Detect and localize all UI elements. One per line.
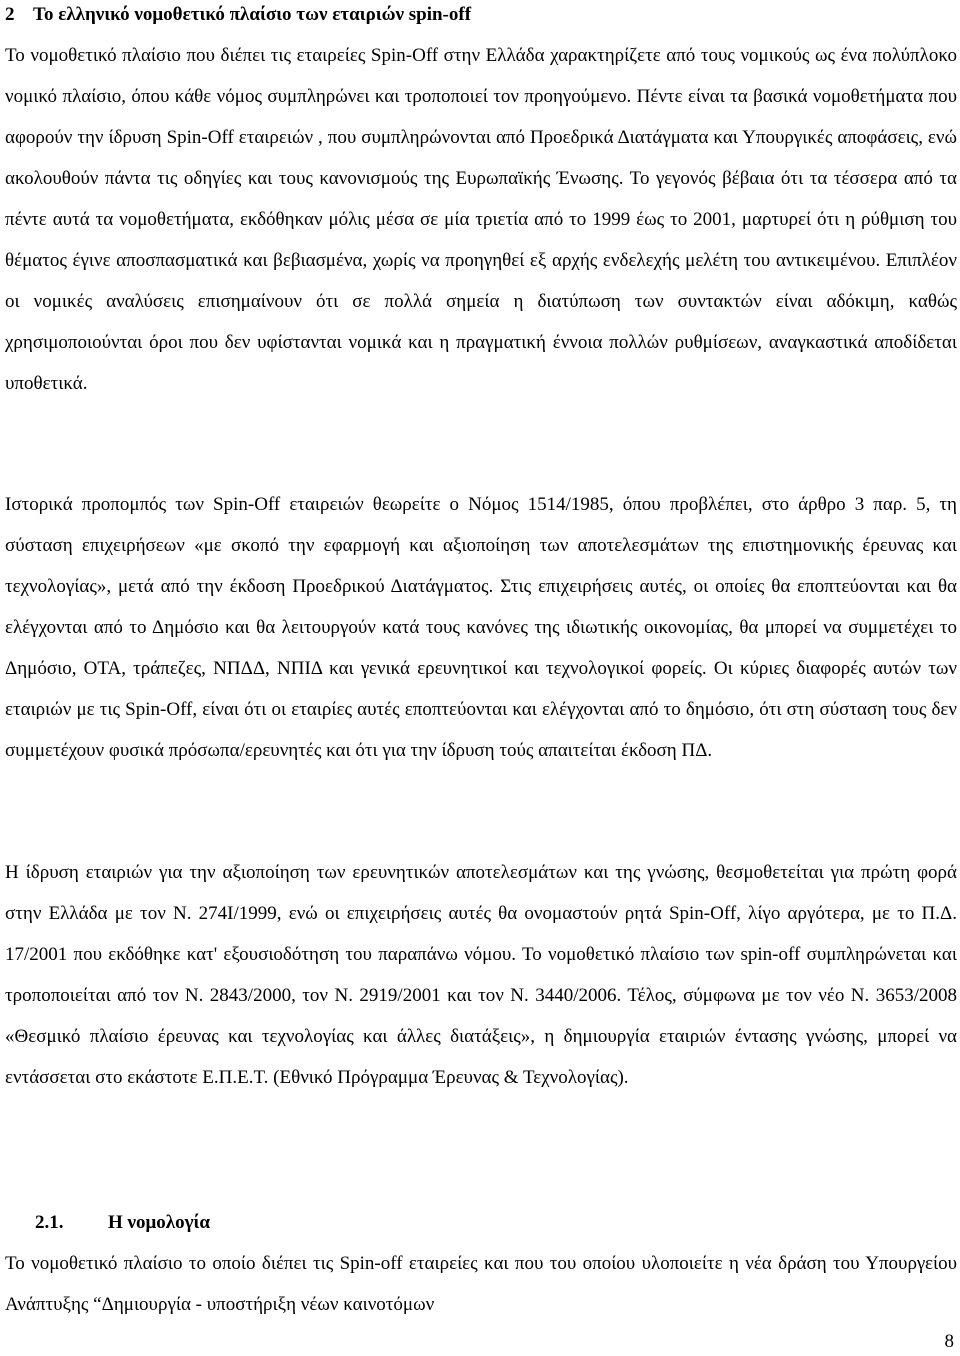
section-title: Το ελληνικό νομοθετικό πλαίσιο των εταιριών spin-off bbox=[33, 4, 472, 25]
paragraph-1: Το νομοθετικό πλαίσιο που διέπει τις εταιρείες Spin-Off στην Ελλάδα χαρακτηρίζετε από τους νομικούς ως ένα πολύπλοκο νομικό πλαίσιο, όπου κάθε νόμος συμπληρώνει και τροποποιεί τον προηγούμενο. Πέντε είναι τα βασικά νομοθετήματα που αφορούν την ίδρυση Spin-Off εταιρειών , που συμπληρώνονται από Προεδρικά Διατάγματα και Υπουργικές αποφάσεις, ενώ ακολουθούν πάντα τις οδηγίες και τους κανονισμούς της Ευρωπαϊκής Ένωσης. Το γεγονός βέβαια ότι τα τέσσερα από τα πέντε αυτά τα νομοθετήματα, εκδόθηκαν μόλις μέσα σε μία τριετία από το 1999 έως το 2001, μαρτυρεί ότι η ρύθμιση του θέματος έγινε αποσπασματικά και βεβιασμένα, χωρίς να προηγηθεί εξ αρχής ενδελεχής μελέτη του αντικειμένου. Επιπλέον οι νομικές αναλύσεις επισημαίνουν ότι σε πολλά σημεία η διατύπωση των συντακτών είναι αδόκιμη, καθώς χρησιμοποιούνται όροι που δεν υφίστανται νομικά και η πραγματική έννοια πολλών ρυθμίσεων, αναγκαστικά αποδίδεται υποθετικά. bbox=[5, 45, 957, 394]
paragraph-4: Το νομοθετικό πλαίσιο το οποίο διέπει τις Spin-off εταιρείες και που του οποίου υλοποιείτε η νέα δράση του Υπουργείου Ανάπτυξης “Δημιουργία - υποστήριξη νέων καινοτόμων bbox=[5, 1253, 957, 1315]
paragraph-2: Ιστορικά προπομπός των Spin-Off εταιρειών θεωρείτε ο Νόμος 1514/1985, όπου προβλέπει, στο άρθρο 3 παρ. 5, τη σύσταση επιχειρήσεων «με σκοπό την εφαρμογή και αξιοποίηση των αποτελεσμάτων της επιστημονικής έρευνας και τεχνολογίας», μετά από την έκδοση Προεδρικού Διατάγματος. Στις επιχειρήσεις αυτές, οι οποίες θα εποπτεύονται και θα ελέγχονται από το Δημόσιο και θα λειτουργούν κατά τους κανόνες της ιδιωτικής οικονομίας, θα μπορεί να συμμετέχει το Δημόσιο, ΟΤΑ, τράπεζες, ΝΠΔΔ, ΝΠΙΔ και γενικά ερευνητικοί και τεχνολογικοί φορείς. Οι κύριες διαφορές αυτών των εταιριών με τις Spin-Off, είναι ότι οι εταιρίες αυτές εποπτεύονται και ελέγχονται από το δημόσιο, ότι στη σύσταση τους δεν συμμετέχουν φυσικά πρόσωπα/ερευνητές και ότι για την ίδρυση τούς απαιτείται έκδοση ΠΔ. bbox=[5, 494, 957, 761]
document-page bbox=[5, 0, 957, 1315]
section-heading bbox=[5, 0, 957, 28]
paragraph-3: Η ίδρυση εταιριών για την αξιοποίηση των ερευνητικών αποτελεσμάτων και της γνώσης, θεσμοθετείται για πρώτη φορά στην Ελλάδα με τον Ν. 274Ι/1999, ενώ οι επιχειρήσεις αυτές θα ονομαστούν ρητά Spin-Off, λίγο αργότερα, με το Π.Δ. 17/2001 που εκδόθηκε κατ' εξουσιοδότηση του παραπάνω νόμου. Το νομοθετικό πλαίσιο των spin-off συμπληρώνεται και τροποποιείται από τον Ν. 2843/2000, τον Ν. 2919/2001 και τον Ν. 3440/2006. Τέλος, σύμφωνα με τον νέο Ν. 3653/2008 «Θεσμικό πλαίσιο έρευνας και τεχνολογίας και άλλες διατάξεις», η δημιουργία εταιριών έντασης γνώσης, μπορεί να εντάσσεται στο εκάστοτε Ε.Π.Ε.Τ. (Εθνικό Πρόγραμμα Έρευνας & Τεχνολογίας). bbox=[5, 862, 957, 1088]
page-number: 8 bbox=[944, 1331, 954, 1352]
subsection-heading bbox=[7, 1210, 210, 1236]
subsection-number: 2.1. bbox=[35, 1212, 64, 1233]
subsection-title: Η νομολογία bbox=[108, 1212, 211, 1233]
section-number: 2 bbox=[5, 4, 15, 25]
